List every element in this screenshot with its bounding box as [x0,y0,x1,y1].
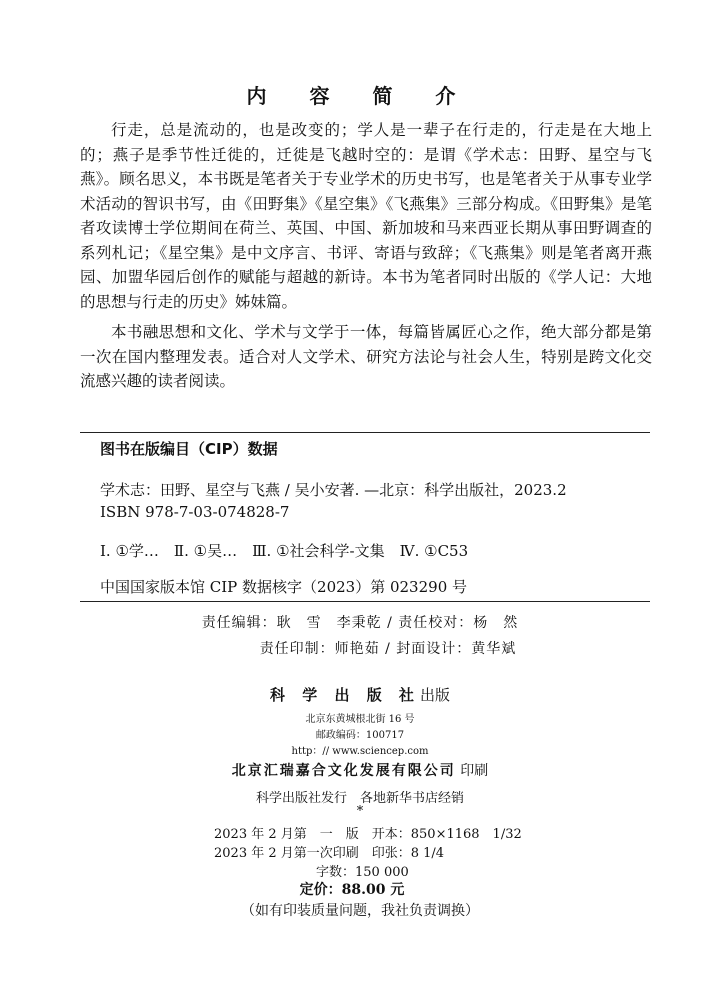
publisher-name: 科 学 出 版 社 [270,686,420,704]
cip-classification: Ⅰ. ①学… Ⅱ. ①吴… Ⅲ. ①社会科学-文集 Ⅳ. ①C53 [100,542,469,560]
summary-paragraph-1: 行走，总是流动的，也是改变的；学人是一辈子在行走的，行走是在大地上的；燕子是季节性迁徙的，迁徙是飞越时空的：是谓《学术志：田野、星空与飞燕》。顾名思义，本书既是笔者关于专业学术的历史书写，也是笔者关于从事专业学术活动的智识书写，由《田野集》《星空集》《飞燕集》三部分构成。《田野集》是笔者攻读博士学位期间在荷兰、英国、中国、新加坡和马来西亚长期从事田野调查的系列札记；《星空集》是中文序言、书评、寄语与致辞；《飞燕集》则是笔者离开燕园、加盟华园后创作的赋能与超越的新诗。本书为笔者同时出版的《学人记：大地的思想与行走的历史》姊妹篇。 [80,121,652,311]
cip-isbn: ISBN 978-7-03-074828-7 [100,503,290,521]
distribution-line: 科学出版社发行 各地新华书店经销 [255,791,464,806]
publisher-suffix: 出版 [419,686,450,704]
cip-verification: 中国国家版本馆 CIP 数据核字（2023）第 023290 号 [100,578,468,596]
printer-line [0,760,720,780]
word-count: 字数：150 000 [316,865,409,880]
price: 定价：88.00 元 [299,882,405,898]
printer-suffix: 印刷 [460,763,489,779]
summary-paragraph-2: 本书融思想和文化、学术与文学于一体，每篇皆属匠心之作，绝大部分都是第一次在国内整理发表。适合对人文学术、研究方法论与社会人生，特别是跨文化交流感兴趣的读者阅读。 [80,323,652,390]
publisher-postcode: 邮政编码：100717 [315,730,405,741]
publisher-line [0,684,720,705]
separator-star: * [356,804,364,819]
printer-name: 北京汇瑞嘉合文化发展有限公司 [231,763,456,779]
cip-bottom-rule [80,601,650,602]
cip-heading: 图书在版编目（CIP）数据 [100,440,278,458]
publisher-address: 北京东黄城根北街 16 号 [305,714,415,725]
publisher-website: http：// www.sciencep.com [291,746,429,757]
edition-line: 2023 年 2 月第 一 版 开本：850×1168 1/32 [214,827,522,842]
quality-note: （如有印装质量问题，我社负责调换） [241,903,479,919]
page-title: 内 容 简 介 [246,84,474,108]
production-credits: 责任印制：师艳茹 / 封面设计：黄华斌 [259,641,517,657]
cip-top-rule [80,432,650,433]
cip-record: 学术志：田野、星空与飞燕 / 吴小安著. —北京：科学出版社，2023.2 [100,481,567,499]
editor-credits: 责任编辑：耿 雪 李秉乾 / 责任校对：杨 然 [201,615,519,631]
printing-line: 2023 年 2 月第一次印刷 印张：8 1/4 [214,846,445,861]
